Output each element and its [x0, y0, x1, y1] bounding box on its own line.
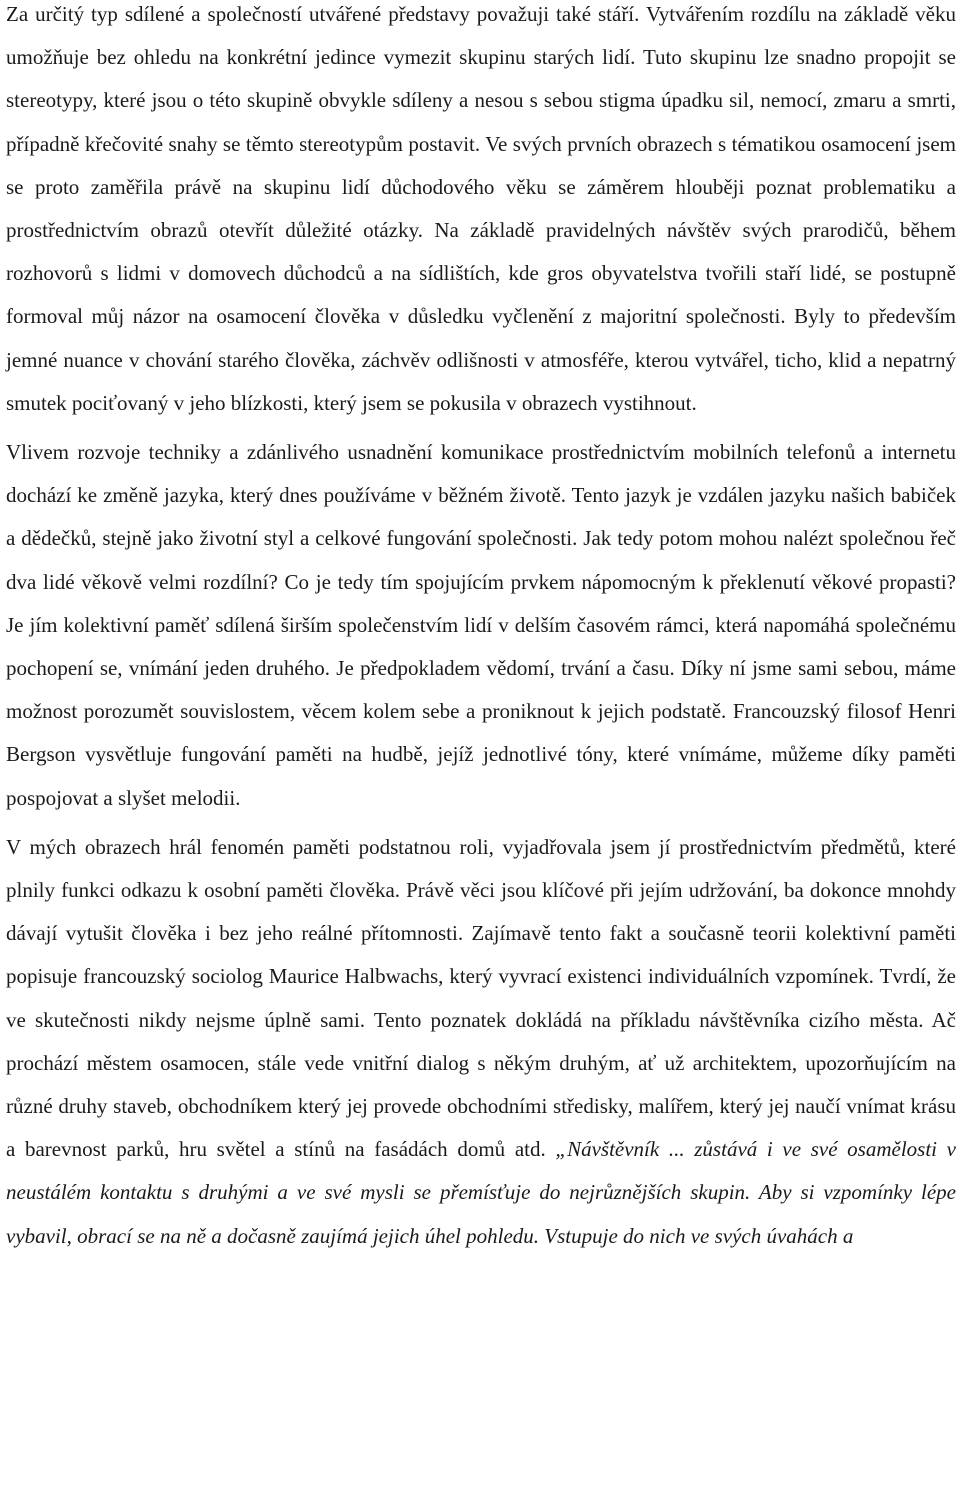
paragraph-old-age [6, 0, 956, 425]
paragraph-collective-memory-text: Vlivem rozvoje techniky a zdánlivého usnadnění komunikace prostřednictvím mobilních telefonů a internetu dochází ke změně jazyka, který dnes používáme v běžném životě. Tento jazyk je vzdálen jazyku našich babiček a dědečků, stejně jako životní styl a celkové fungování společnosti. Jak tedy potom mohou nalézt společnou řeč dva lidé věkově velmi rozdílní? Co je tedy tím spojujícím prvkem nápomocným k překlenutí věkové propasti? Je jím kolektivní paměť sdílená širším společenstvím lidí v delším časovém rámci, která napomáhá společnému pochopení se, vnímání jeden druhého. Je předpokladem vědomí, trvání a času. Díky ní jsme sami sebou, máme možnost porozumět souvislostem, věcem kolem sebe a proniknout k jejich podstatě. Francouzský filosof Henri Bergson vysvětluje fungování paměti na hudbě, jejíž jednotlivé tóny, které vnímáme, můžeme díky paměti pospojovat a slyšet melodii. [6, 440, 956, 810]
halbwachs-quote: „Návštěvník ... zůstává i ve své osamělosti v neustálém kontaktu s druhými a ve své mysli se přemísťuje do nejrůznějších skupin. Aby si vzpomínky lépe vybavil, obrací se na ně a dočasně zaujímá jejich úhel pohledu. Vstupuje do nich ve svých úvahách a [6, 1137, 956, 1248]
paragraph-old-age-text: Za určitý typ sdílené a společností utvářené představy považuji také stáří. Vytvářením rozdílu na základě věku umožňuje bez ohledu na konkrétní jedince vymezit skupinu starých lidí. Tuto skupinu lze snadno propojit se stereotypy, které jsou o této skupině obvykle sdíleny a nesou s sebou stigma úpadku sil, nemocí, zmaru a smrti, případně křečovité snahy se těmto stereotypům postavit. Ve svých prvních obrazech s tématikou osamocení jsem se proto zaměřila právě na skupinu lidí důchodového věku se záměrem hlouběji poznat problematiku a prostřednictvím obrazů otevřít důležité otázky. Na základě pravidelných návštěv svých prarodičů, během rozhovorů s lidmi v domovech důchodců a na sídlištích, kde gros obyvatelstva tvořili staří lidé, se postupně formoval můj názor na osamocení člověka v důsledku vyčlenění z majoritní společnosti. Byly to především jemné nuance v chování starého člověka, záchvěv odlišnosti v atmosféře, kterou vytvářel, ticho, klid a nepatrný smutek pociťovaný v jeho blízkosti, který jsem se pokusila v obrazech vystihnout. [6, 2, 956, 415]
paragraph-memory-in-paintings-text: V mých obrazech hrál fenomén paměti podstatnou roli, vyjadřovala jsem jí prostřednictvím předmětů, které plnily funkci odkazu k osobní paměti člověka. Právě věci jsou klíčové při jejím udržování, ba dokonce mnohdy dávají vytušit člověka i bez jeho reálné přítomnosti. Zajímavě tento fakt a současně teorii kolektivní paměti popisuje francouzský sociolog Maurice Halbwachs, který vyvrací existenci individuálních vzpomínek. Tvrdí, že ve skutečnosti nikdy nejsme úplně sami. Tento poznatek dokládá na příkladu návštěvníka cizího města. Ač prochází městem osamocen, stále vede vnitřní dialog s někým druhým, ať už architektem, upozorňujícím na různé druhy staveb, obchodníkem který jej provede obchodními středisky, malířem, který jej naučí vnímat krásu a barevnost parků, hru světel a stínů na fasádách domů atd. [6, 834, 956, 1162]
paragraph-memory-in-paintings [6, 826, 956, 1258]
paragraph-collective-memory [6, 431, 956, 820]
